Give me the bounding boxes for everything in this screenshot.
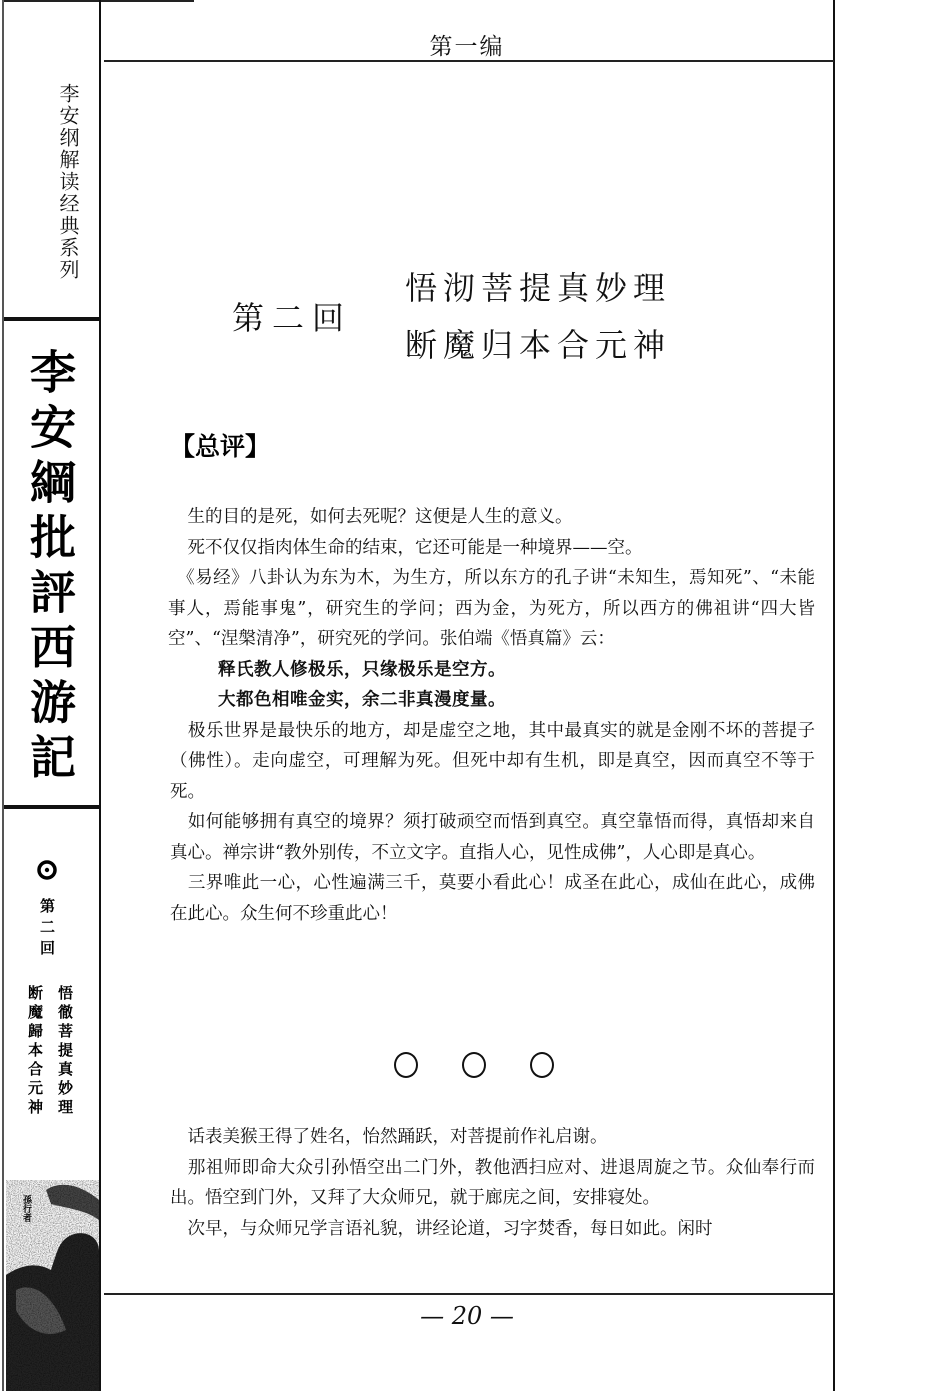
spine-book-title: 李安綱批評西游記: [23, 348, 77, 788]
poem-line: 大都色相唯金实，余二非真漫度量。: [218, 690, 506, 710]
review-paragraph: 如何能够拥有真空的境界？须打破顽空而悟到真空。真空靠悟而得，真悟却来自真心。禅宗讲“教外别传，不立文字。直指人心，见性成佛”，人心即是真心。: [170, 812, 815, 863]
chapter-title-line-1: 悟沏菩提真妙理: [405, 269, 672, 307]
review-paragraph: 生的目的是死，如何去死呢？这便是人生的意义。: [170, 507, 573, 527]
circle-icon: [530, 1052, 554, 1078]
double-circle-icon: [37, 860, 57, 880]
running-head: 第一编: [429, 34, 505, 60]
page-number: — 20 —: [420, 1302, 514, 1330]
chapter-title-line-2: 断魔归本合元神: [405, 326, 672, 364]
review-body: [170, 502, 815, 929]
section-ornament: [394, 1052, 554, 1078]
story-paragraph: 次早，与众师兄学言语礼貌，讲经论道，习字焚香，每日如此。闲时: [170, 1218, 713, 1239]
page-frame-right: [833, 0, 835, 1391]
section-heading-review: 【总评】: [170, 432, 271, 461]
spine-series-title: 李安纲解读经典系列: [56, 83, 80, 281]
spine-rule-lower: [4, 805, 100, 809]
story-body: [170, 1122, 815, 1244]
poem-line: 释氏教人修极乐，只缘极乐是空方。: [218, 659, 506, 680]
illustration-caption: 孫行者: [21, 1195, 31, 1222]
spine-chapter-subtitle: [18, 985, 80, 1145]
story-paragraph: 那祖师即命大众引孙悟空出二门外，教他洒扫应对、进退周旋之节。众仙奉行而出。悟空到门外，又拜了大众师兄，就于廊庑之间，安排寝处。: [170, 1157, 815, 1208]
page-edge-left: [2, 0, 4, 1391]
header-rule: [104, 60, 834, 62]
spine-subtitle-left: 断魔歸本合元神: [26, 985, 44, 1118]
spine-rule-upper: [4, 317, 100, 321]
review-paragraph: 《易经》八卦认为东为木，为生方，所以东方的孔子讲“未知生，焉知死”、“未能事人，焉能事鬼”，研究生的学问；西为金，为死方，所以西方的佛祖讲“四大皆空”、“涅槃清净”，研究死的学问。张伯端《悟真篇》云：: [168, 568, 815, 649]
story-paragraph: 话表美猴王得了姓名，怡然踊跃，对菩提前作礼启谢。: [170, 1127, 608, 1147]
chapter-number: 第二回: [232, 299, 353, 337]
circle-icon: [394, 1052, 418, 1078]
spine-subtitle-right: 悟徹菩提真妙理: [56, 985, 74, 1118]
footer-rule: [104, 1293, 834, 1295]
review-paragraph: 极乐世界是最快乐的地方，却是虚空之地，其中最真实的就是金刚不坏的菩提子（佛性）。走向虚空，可理解为死。但死中却有生机，即是真空，因而真空不等于死。: [170, 720, 815, 802]
review-paragraph: 死不仅仅指肉体生命的结束，它还可能是一种境界——空。: [170, 537, 643, 558]
review-paragraph: 三界唯此一心，心性遍满三千，莫要小看此心！成圣在此心，成仙在此心，成佛在此心。众生何不珍重此心！: [170, 873, 815, 924]
circle-icon: [462, 1052, 486, 1078]
spine-divider: [99, 0, 101, 1391]
spine-chapter-number: 第二回: [38, 898, 56, 961]
